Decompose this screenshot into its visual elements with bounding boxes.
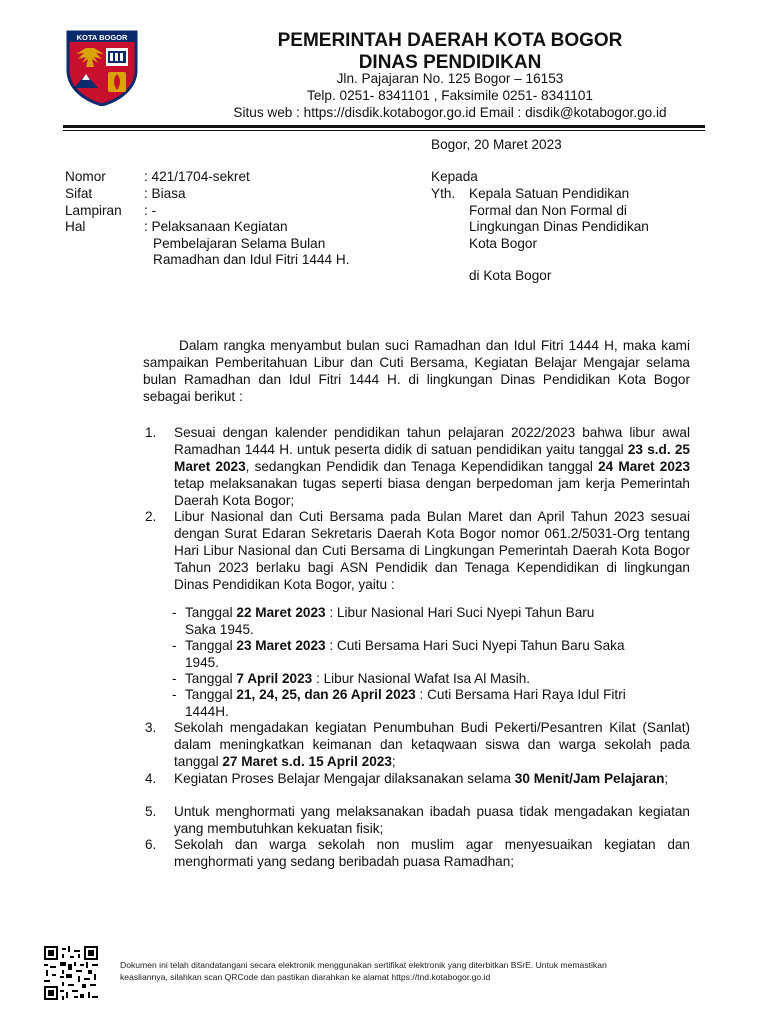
intro-paragraph: Dalam rangka menyambut bulan suci Ramadhan dan Idul Fitri 1444 H, maka kami sampaikan Pemberitahuan Libur dan Cuti Bersama, Kegiatan Belajar Mengajar selama bulan Ramadhan dan Idul Fitri 1444 H. di lingkungan Dinas Pendidikan Kota Bogor sebagai berikut : <box>143 338 690 404</box>
letter-date: Bogor, 20 Maret 2023 <box>431 137 562 152</box>
agency-name: PEMERINTAH DAERAH KOTA BOGOR <box>277 30 623 51</box>
sub-item-1: Tanggal 22 Maret 2023 : Libur Nasional Hari Suci Nyepi Tahun Baru <box>185 605 595 620</box>
sub-item-3: Tanggal 7 April 2023 : Libur Nasional Wafat Isa Al Masih. <box>185 671 531 686</box>
hal-value-line2: Pembelajaran Selama Bulan <box>153 236 326 251</box>
sub-item-dash: - <box>172 687 177 702</box>
item-number: 4. <box>145 771 157 786</box>
item-1-text: Sesuai dengan kalender pendidikan tahun pelajaran 2022/2023 bahwa libur awal Ramadhan 1444 H. untuk peserta didik di satuan pendidikan yaitu tanggal 23 s.d. 25 Maret 2023, sedangkan Pendidik dan Tenaga Kependidikan tanggal 24 Maret 2023 tetap melaksanakan tugas seperti biasa dengan berpedoman jam kerja Pemerintah Daerah Kota Bogor; <box>174 425 691 508</box>
hal-value-line1: : Pelaksanaan Kegiatan <box>144 219 288 234</box>
address: Jln. Pajajaran No. 125 Bogor – 16153 <box>336 71 564 86</box>
sub-item-4: Tanggal 21, 24, 25, dan 26 April 2023 : Cuti Bersama Hari Raya Idul Fitri <box>185 687 626 702</box>
hal-label: Hal <box>65 219 86 234</box>
recipient-line4: Kota Bogor <box>469 236 538 251</box>
sifat-value: : Biasa <box>144 186 186 201</box>
website-email: Situs web : https://disdik.kotabogor.go.id Email : disdik@kotabogor.go.id <box>233 105 667 120</box>
svg-text:KOTA BOGOR: KOTA BOGOR <box>76 33 128 42</box>
item-2-text: Libur Nasional dan Cuti Bersama pada Bulan Maret dan April Tahun 2023 sesuai dengan Surat Edaran Sekretaris Daerah Kota Bogor nomor 061.2/5031-Org tentang Hari Libur Nasional dan Cuti Bersama di Lingkungan Pemerintah Daerah Kota Bogor Tahun 2023 berlaku bagi ASN Pendidik dan Tenaga Kependidikan di lingkungan Dinas Pendidikan Kota Bogor, yaitu : <box>174 509 690 592</box>
recipient-line2: Formal dan Non Formal di <box>469 203 627 218</box>
esign-notice-line1: Dokumen ini telah ditandatangani secara elektronik menggunakan sertifikat elektronik yang diterbitkan BSrE. Untuk memastikan <box>120 960 607 970</box>
item-4-text: Kegiatan Proses Belajar Mengajar dilaksanakan selama 30 Menit/Jam Pelajaran; <box>174 771 669 786</box>
item-6-text: Sekolah dan warga sekolah non muslim agar menyesuaikan kegiatan dan menghormati yang sedang beribadah puasa Ramadhan; <box>174 837 690 869</box>
recipient-yth: Yth. <box>431 186 456 201</box>
nomor-value: : 421/1704-sekret <box>144 169 250 184</box>
recipient-line1: Kepala Satuan Pendidikan <box>469 186 630 201</box>
kota-bogor-logo <box>64 30 140 106</box>
department-name: DINAS PENDIDIKAN <box>358 52 542 73</box>
sub-item-dash: - <box>172 671 177 686</box>
item-number: 2. <box>145 509 157 524</box>
item-5-text: Untuk menghormati yang melaksanakan ibadah puasa tidak mengadakan kegiatan yang membutuhkan kekuatan fisik; <box>174 804 690 836</box>
item-number: 1. <box>145 425 157 440</box>
sub-item-4-cont: 1444H. <box>185 704 229 719</box>
sub-item-2: Tanggal 23 Maret 2023 : Cuti Bersama Hari Suci Nyepi Tahun Baru Saka <box>185 638 625 653</box>
sub-item-2-cont: 1945. <box>185 655 220 670</box>
item-number: 3. <box>145 720 157 735</box>
sub-item-dash: - <box>172 605 177 620</box>
phone-fax: Telp. 0251- 8341101 , Faksimile 0251- 8341101 <box>307 88 593 103</box>
letterhead-divider-thick <box>63 125 705 128</box>
sub-item-dash: - <box>172 638 177 653</box>
letterhead-divider-thin <box>63 130 705 131</box>
sifat-label: Sifat <box>65 186 93 201</box>
hal-value-line3: Ramadhan dan Idul Fitri 1444 H. <box>153 252 350 267</box>
lampiran-value: : - <box>144 203 157 218</box>
sub-item-1-cont: Saka 1945. <box>185 622 254 637</box>
verification-qr-code[interactable] <box>44 946 98 1000</box>
recipient-line3: Lingkungan Dinas Pendidikan <box>469 219 649 234</box>
esign-notice-line2: keasliannya, silahkan scan QRCode dan pastikan diarahkan ke alamat https://tnd.kotabogor.go.id <box>120 972 491 982</box>
lampiran-label: Lampiran <box>65 203 122 218</box>
recipient-kepada: Kepada <box>431 169 478 184</box>
item-number: 6. <box>145 837 157 852</box>
recipient-place: di Kota Bogor <box>469 268 552 283</box>
nomor-label: Nomor <box>65 169 106 184</box>
item-number: 5. <box>145 804 157 819</box>
item-3-text: Sekolah mengadakan kegiatan Penumbuhan Budi Pekerti/Pesantren Kilat (Sanlat) dalam meningkatkan keimanan dan ketaqwaan siswa dan warga sekolah pada tanggal 27 Maret s.d. 15 April 2023; <box>174 720 690 769</box>
